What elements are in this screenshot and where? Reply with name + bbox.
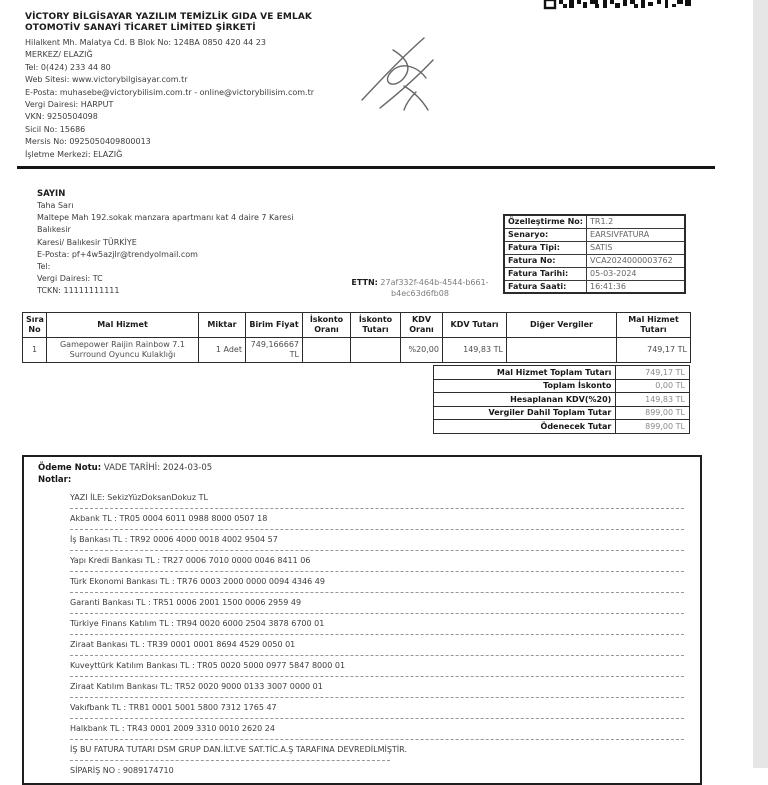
col-sira-no: Sıra No [23,313,47,338]
item-other-taxes [507,338,617,363]
seller-name-line2: OTOMOTİV SANAYİ TİCARET LİMİTED ŞİRKETİ [25,23,256,33]
note-iban-yapi-kredi: Yapı Kredi Bankası TL : TR27 0006 7010 0000 0046 8411 06 [70,551,684,572]
notes-box [22,455,702,785]
meta-row-fatura-tipi [504,241,685,254]
total-value: 899,00 TL [616,406,690,420]
meta-label: Fatura Tipi: [504,241,587,254]
seller-tel: Tel: 0(424) 233 44 80 [25,62,111,72]
meta-label: Fatura No: [504,254,587,267]
col-birim-fiyat: Birim Fiyat [246,313,303,338]
col-diger-vergiler: Diğer Vergiler [507,313,617,338]
seller-business-center: İşletme Merkezi: ELAZIĞ [25,149,123,159]
seller-mersis-no: Mersis No: 0925050409800013 [25,137,151,147]
col-miktar: Miktar [199,313,246,338]
item-unit-price: 749,166667 TL [246,338,303,363]
page-edge-strip [753,0,768,768]
col-kdv-tutari: KDV Tutarı [443,313,507,338]
meta-value: EARSIVFATURA [587,228,685,241]
ettn-block [330,277,510,299]
customer-tel: Tel: [37,262,51,272]
seller-tax-office: Vergi Dairesi: HARPUT [25,100,114,110]
seller-address-line2: MERKEZ/ ELAZIĞ [25,50,93,60]
meta-row-ozellestirme [504,215,685,228]
item-total: 749,17 TL [617,338,691,363]
note-assignment-statement: İŞ BU FATURA TUTARI DSM GRUP DAN.İLT.VE SAT.TİC.A.Ş TARAFINA DEVREDİLMİŞTİR. [70,740,684,761]
customer-block [37,188,367,298]
note-iban-ziraat-katilim: Ziraat Katılım Bankası TL: TR52 0020 9000 0133 3007 0000 01 [70,677,684,698]
items-table [22,312,691,363]
meta-value: 16:41:36 [587,280,685,293]
item-vat-amount: 149,83 TL [443,338,507,363]
note-iban-kuveytturk: Kuveyttürk Katılım Bankası TL : TR05 0020 5000 0977 5847 8000 01 [70,656,684,677]
item-vat-rate: %20,00 [401,338,443,363]
col-kdv-orani: KDV Oranı [401,313,443,338]
meta-row-senaryo [504,228,685,241]
payment-note-line [38,463,690,475]
ettn-label: ETTN: [351,278,378,287]
customer-address-line1: Maltepe Mah 192.sokak manzara apartmanı kat 4 daire 7 Karesi [37,213,294,223]
customer-district: Karesi/ Balıkesir TÜRKİYE [37,237,137,247]
note-iban-turkiye-finans: Türkiye Finans Katılım TL : TR94 0020 6000 2504 3878 6700 01 [70,614,684,635]
meta-label: Özelleştirme No: [504,215,587,228]
meta-label: Fatura Tarihi: [504,267,587,280]
customer-tax-office: Vergi Dairesi: TC [37,274,103,284]
header-divider [17,166,715,169]
note-order-number: SİPARİŞ NO : 9089174710 [70,766,174,775]
ettn-value-line1: 27af332f-464b-4544-b661- [380,278,489,287]
meta-row-fatura-tarihi [504,267,685,280]
item-sira-no: 1 [23,338,47,363]
seller-block [25,12,365,161]
meta-value: TR1.2 [587,215,685,228]
seller-email: E-Posta: muhasebe@victorybilisim.com.tr - online@victorybilisim.com.tr [25,87,314,97]
total-value: 899,00 TL [616,420,690,434]
note-iban-is-bankasi: İş Bankası TL : TR92 0006 4000 0018 4002 9504 57 [70,530,684,551]
seller-address-line1: Hilalkent Mh. Malatya Cd. B Blok No: 124BA 0850 420 44 23 [25,38,266,47]
col-iskonto-orani: İskonto Oranı [303,313,351,338]
ettn-value-line2: b4ec63d6fb08 [391,289,449,298]
item-quantity: 1 Adet [199,338,246,363]
payment-note-label: Ödeme Notu: [38,463,102,473]
note-iban-ziraat: Ziraat Bankası TL : TR39 0001 0001 8694 4529 0050 01 [70,635,684,656]
col-mal-hizmet-tutari: Mal Hizmet Tutarı [617,313,691,338]
col-mal-hizmet: Mal Hizmet [47,313,199,338]
total-row-mal-hizmet-toplam [434,366,690,380]
seller-name-line1: VİCTORY BİLGİSAYAR YAZILIM TEMİZLİK GIDA VE EMLAK [25,12,312,22]
payment-note-value: VADE TARİHİ: 2024-03-05 [103,463,213,473]
meta-label: Senaryo: [504,228,587,241]
total-label: Mal Hizmet Toplam Tutarı [434,366,616,380]
total-row-toplam-iskonto [434,379,690,393]
seller-website: Web Sitesi: www.victorybilgisayar.com.tr [25,75,188,85]
note-iban-teb: Türk Ekonomi Bankası TL : TR76 0003 2000 0000 0094 4346 49 [70,572,684,593]
total-row-odenecek [434,420,690,434]
seller-sicil-no: Sicil No: 15686 [25,124,86,134]
meta-label: Fatura Saati: [504,280,587,293]
meta-value: 05-03-2024 [587,267,685,280]
note-iban-garanti: Garanti Bankası TL : TR51 0006 2001 1500 0006 2959 49 [70,593,684,614]
customer-name: Taha Sarı [37,201,74,210]
customer-tckn: TCKN: 11111111111 [37,286,120,296]
customer-salutation: SAYIN [37,189,66,199]
customer-email: E-Posta: pf+4w5azjlr@trendyolmail.com [37,249,198,259]
seller-vkn: VKN: 9250504098 [25,112,98,122]
customer-address-line2: Balıkesir [37,225,71,235]
total-value: 0,00 TL [616,379,690,393]
meta-row-fatura-saati [504,280,685,293]
total-label: Ödenecek Tutar [434,420,616,434]
meta-row-fatura-no [504,254,685,267]
total-label: Vergiler Dahil Toplam Tutar [434,406,616,420]
note-iban-akbank: Akbank TL : TR05 0004 6011 0988 8000 0507 18 [70,509,684,530]
total-value: 749,17 TL [616,366,690,380]
notes-label: Notlar: [38,474,72,485]
total-row-vergiler-dahil [434,406,690,420]
note-iban-vakifbank: Vakıfbank TL : TR81 0001 5001 5800 7312 1765 47 [70,698,684,719]
total-label: Hesaplanan KDV(%20) [434,393,616,407]
total-label: Toplam İskonto [434,379,616,393]
note-list [70,488,684,781]
total-row-hesaplanan-kdv [434,393,690,407]
note-iban-halkbank: Halkbank TL : TR43 0001 2009 3310 0010 2620 24 [70,719,684,740]
col-iskonto-tutari: İskonto Tutarı [351,313,401,338]
qr-code-fragment [545,0,691,9]
item-discount-amount [351,338,401,363]
meta-value: VCA2024000003762 [587,254,685,267]
meta-value: SATIS [587,241,685,254]
signature [338,34,450,116]
note-amount-in-words: YAZI İLE: SekizYüzDoksanDokuz TL [70,488,684,509]
item-discount-rate [303,338,351,363]
item-name: Gamepower Raijin Rainbow 7.1 Surround Oyuncu Kulaklığı [47,338,199,363]
items-header-row [23,313,691,338]
item-row [23,338,691,363]
totals-table [433,365,690,434]
invoice-meta-table [503,214,686,294]
total-value: 149,83 TL [616,393,690,407]
